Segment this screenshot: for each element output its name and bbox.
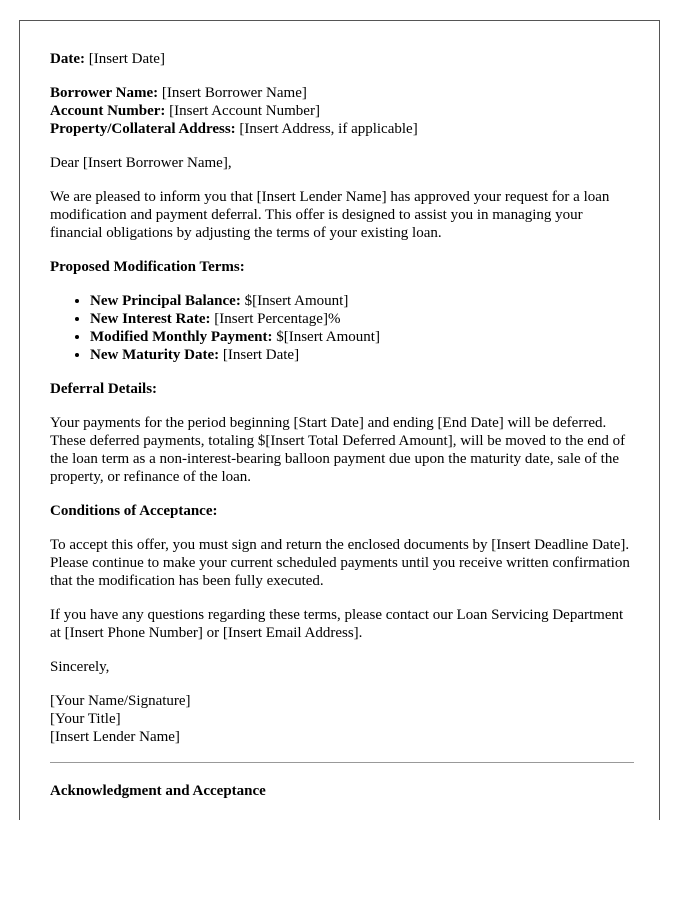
term-value: $[Insert Amount] [272,329,380,345]
salutation: Dear [Insert Borrower Name], [50,155,232,171]
term-value: $[Insert Amount] [240,293,349,309]
date-value: [Insert Date] [84,51,165,67]
signature-name: [Your Name/Signature] [50,693,191,709]
property-address-label: Property/Collateral Address: [50,121,236,137]
intro-paragraph: We are pleased to inform you that [Insert Lender Name] has approved your request for a loan modification and payment deferral. This offer is designed to assist you in managing your financial obligations by adjusting the terms of your existing loan. [50,189,610,241]
letter-page [19,20,660,820]
acknowledgment-heading: Acknowledgment and Acceptance [50,783,266,799]
conditions-paragraph: To accept this offer, you must sign and return the enclosed documents by [Insert Deadline Date]. Please continue to make your current scheduled payments until you receive written confirmation that the modification has been fully executed. [50,537,630,589]
list-item [90,346,634,364]
property-address-value: [Insert Address, if applicable] [235,121,418,137]
list-item [90,310,634,328]
date-label: Date: [50,51,85,67]
letter-content [50,50,634,800]
term-label: New Principal Balance: [90,293,241,309]
contact-paragraph: If you have any questions regarding these terms, please contact our Loan Servicing Department at [Insert Phone Number] or [Insert Email Address]. [50,607,624,641]
conditions-heading-text: Conditions of Acceptance: [50,503,218,519]
borrower-info-block [50,84,634,138]
term-value: [Insert Percentage]% [210,311,341,327]
borrower-name-value: [Insert Borrower Name] [158,85,307,101]
closing: Sincerely, [50,659,110,675]
borrower-name-line [50,84,634,102]
conditions-heading [50,502,634,520]
list-item [90,292,634,310]
signature-title: [Your Title] [50,711,121,727]
property-address-line [50,120,634,138]
account-number-value: [Insert Account Number] [165,103,320,119]
account-number-line [50,102,634,120]
deferral-paragraph: Your payments for the period beginning [Start Date] and ending [End Date] will be deferred. These deferred payments, totaling $[Insert Total Deferred Amount], will be moved to the end of the loan term as a non-interest-bearing balloon payment due upon the maturity date, sale of the property, or refinance of the loan. [50,415,626,485]
terms-heading [50,258,634,276]
divider [50,762,634,763]
term-label: New Maturity Date: [90,347,220,363]
deferral-heading-text: Deferral Details: [50,381,158,397]
signature-block [50,692,634,746]
date-line [50,50,634,68]
term-value: [Insert Date] [219,347,300,363]
list-item [90,328,634,346]
account-number-label: Account Number: [50,103,166,119]
date-block [50,50,634,68]
borrower-name-label: Borrower Name: [50,85,159,101]
terms-heading-text: Proposed Modification Terms: [50,259,245,275]
deferral-heading [50,380,634,398]
term-label: New Interest Rate: [90,311,211,327]
term-label: Modified Monthly Payment: [90,329,273,345]
signature-lender: [Insert Lender Name] [50,729,180,745]
terms-list [50,292,634,364]
